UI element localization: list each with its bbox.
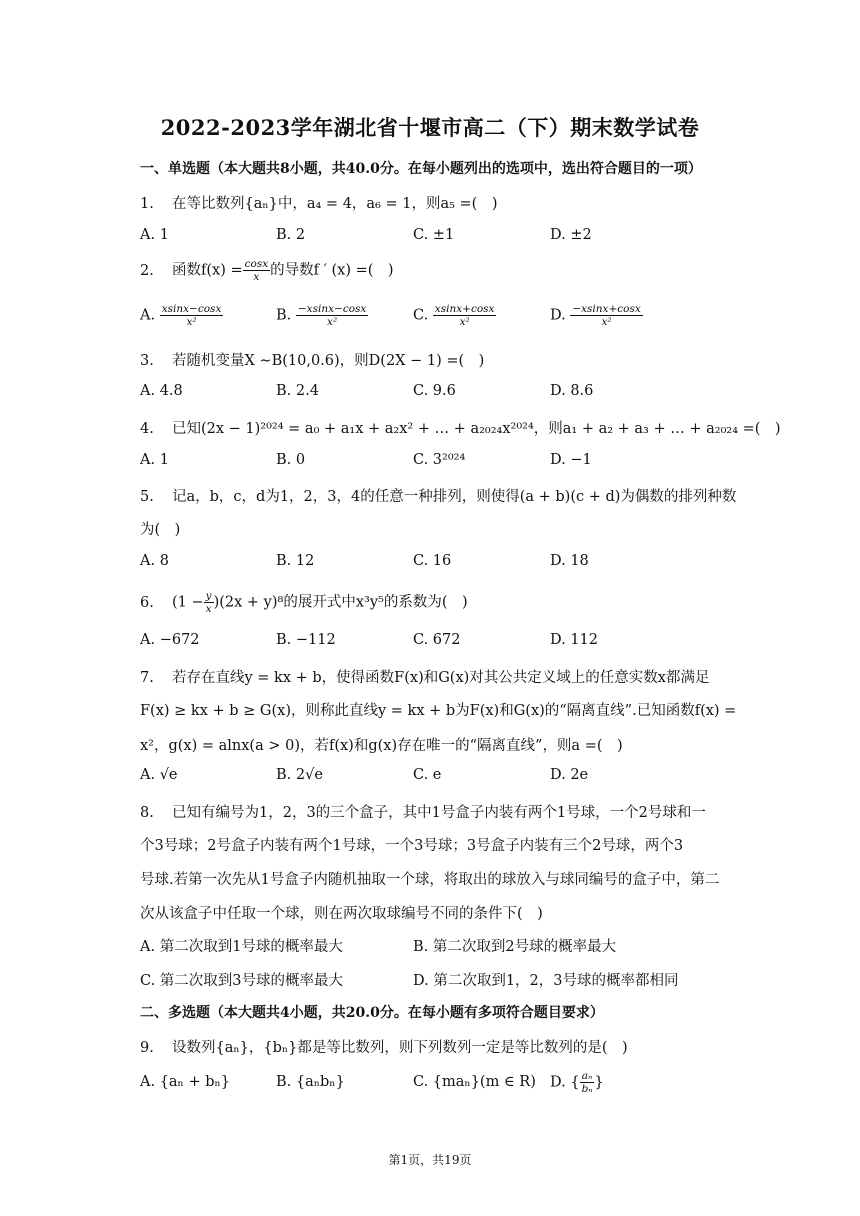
q9-option-c: C. {maₙ}(m ∈ R) — [413, 1074, 536, 1090]
q8-option-a: A. 第二次取到1号球的概率最大 — [140, 939, 343, 955]
q5-option-b: B. 12 — [276, 553, 315, 569]
q5-option-d: D. 18 — [550, 553, 589, 569]
q3-option-a: A. 4.8 — [140, 383, 183, 399]
question-9: 9. 设数列{aₙ}，{bₙ}都是等比数列，则下列数列一定是等比数列的是( ) — [140, 1040, 628, 1056]
q8-option-b: B. 第二次取到2号球的概率最大 — [413, 939, 617, 955]
q1-option-c: C. ±1 — [413, 227, 455, 243]
q2-option-b: B. $\frac{-xsinx-\cos x}{\text{x²}}$ — [276, 303, 367, 328]
fraction: $\frac{\cos x}{x}$ — [244, 258, 269, 283]
q1-option-d: D. ±2 — [550, 227, 592, 243]
fraction: $\frac{y}{x}$ — [205, 590, 212, 615]
question-2: 2. 函数f(x) = $\frac{\cos x}{x}$ 的导数f ′ (x) =( ) — [140, 258, 394, 283]
q1-option-a: A. 1 — [140, 227, 169, 243]
q7-option-a: A. √e — [140, 767, 178, 783]
question-4: 4. 已知(2x − 1)²⁰²⁴ = a₀ + a₁x + a₂x² + … + a₂₀₂₄x²⁰²⁴，则a₁ + a₂ + a₃ + … + a₂₀₂₄ =( ) — [140, 421, 781, 437]
question-5: 5. 记a，b，c，d为1，2，3，4的任意一种排列，则使得(a + b)(c + d)为偶数的排列种数 — [140, 489, 737, 505]
q8-option-c: C. 第二次取到3号球的概率最大 — [140, 973, 344, 989]
q6-option-a: A. −672 — [140, 632, 200, 648]
q7-option-c: C. e — [413, 767, 442, 783]
q3-option-c: C. 9.6 — [413, 383, 456, 399]
q4-option-c: C. 3²⁰²⁴ — [413, 452, 466, 468]
q7-option-b: B. 2√e — [276, 767, 323, 783]
q2-option-a: A. $\frac{xsinx-\cos x}{\text{x²}}$ — [140, 303, 222, 328]
question-5-continued: 为( ) — [140, 522, 181, 538]
section-single-choice: 一、单选题（本大题共8小题，共40.0分。在每小题列出的选项中，选出符合题目的一项） — [140, 161, 702, 177]
question-8-continued-3: 次从该盒子中任取一个球，则在两次取球编号不同的条件下( ) — [140, 906, 543, 922]
question-8-continued-1: 个3号球；2号盒子内装有两个1号球，一个3号球；3号盒子内装有三个2号球，两个3 — [140, 838, 684, 854]
question-7-continued-2: x²，g(x) = alnx(a > 0)，若f(x)和g(x)存在唯一的“隔离直线”，则a =( ) — [140, 738, 623, 754]
q6-option-c: C. 672 — [413, 632, 461, 648]
q6-option-b: B. −112 — [276, 632, 336, 648]
q3-option-b: B. 2.4 — [276, 383, 319, 399]
q3-option-d: D. 8.6 — [550, 383, 594, 399]
question-6: 6. (1 − $\frac{y}{x}$ )(2x + y)⁸的展开式中x³y⁵的系数为( ) — [140, 590, 468, 615]
page-title: 2022-2023学年湖北省十堰市高二（下）期末数学试卷 — [160, 115, 700, 140]
q8-option-d: D. 第二次取到1，2，3号球的概率都相同 — [413, 973, 679, 989]
q7-option-d: D. 2e — [550, 767, 589, 783]
q5-option-a: A. 8 — [140, 553, 169, 569]
q4-option-b: B. 0 — [276, 452, 306, 468]
q2-option-c: C. $\frac{xsinx+\cos x}{\text{x²}}$ — [413, 303, 495, 328]
q4-option-d: D. −1 — [550, 452, 592, 468]
section-multiple-choice: 二、多选题（本大题共4小题，共20.0分。在每小题有多项符合题目要求） — [140, 1005, 604, 1021]
q2-option-d: D. $\frac{-xsinx+\cos x}{\text{x²}}$ — [550, 303, 641, 328]
q4-option-a: A. 1 — [140, 452, 169, 468]
q9-option-b: B. {aₙbₙ} — [276, 1074, 345, 1090]
question-8-continued-2: 号球.若第一次先从1号盒子内随机抽取一个球，将取出的球放入与球同编号的盒子中，第二 — [140, 872, 720, 888]
q6-option-d: D. 112 — [550, 632, 599, 648]
page-footer: 第1页，共19页 — [388, 1153, 472, 1167]
question-3: 3. 若随机变量X ∼B(10,0.6)，则D(2X − 1) =( ) — [140, 353, 485, 369]
question-8: 8. 已知有编号为1，2，3的三个盒子，其中1号盒子内装有两个1号球，一个2号球和一 — [140, 805, 706, 821]
q9-option-d: D. { $\frac{\text{aₙ}}{\text{bₙ}}$ } — [550, 1070, 604, 1095]
question-1: 1. 在等比数列{aₙ}中，a₄ = 4，a₆ = 1，则a₅ =( ) — [140, 196, 498, 212]
q5-option-c: C. 16 — [413, 553, 452, 569]
question-7-continued-1: F(x) ≥ kx + b ≥ G(x)，则称此直线y = kx + b为F(x)和G(x)的“隔离直线”.已知函数f(x) = — [140, 703, 737, 719]
question-7: 7. 若存在直线y = kx + b，使得函数F(x)和G(x)对其公共定义域上的任意实数x都满足 — [140, 670, 710, 686]
q1-option-b: B. 2 — [276, 227, 306, 243]
q9-option-a: A. {aₙ + bₙ} — [140, 1074, 230, 1090]
